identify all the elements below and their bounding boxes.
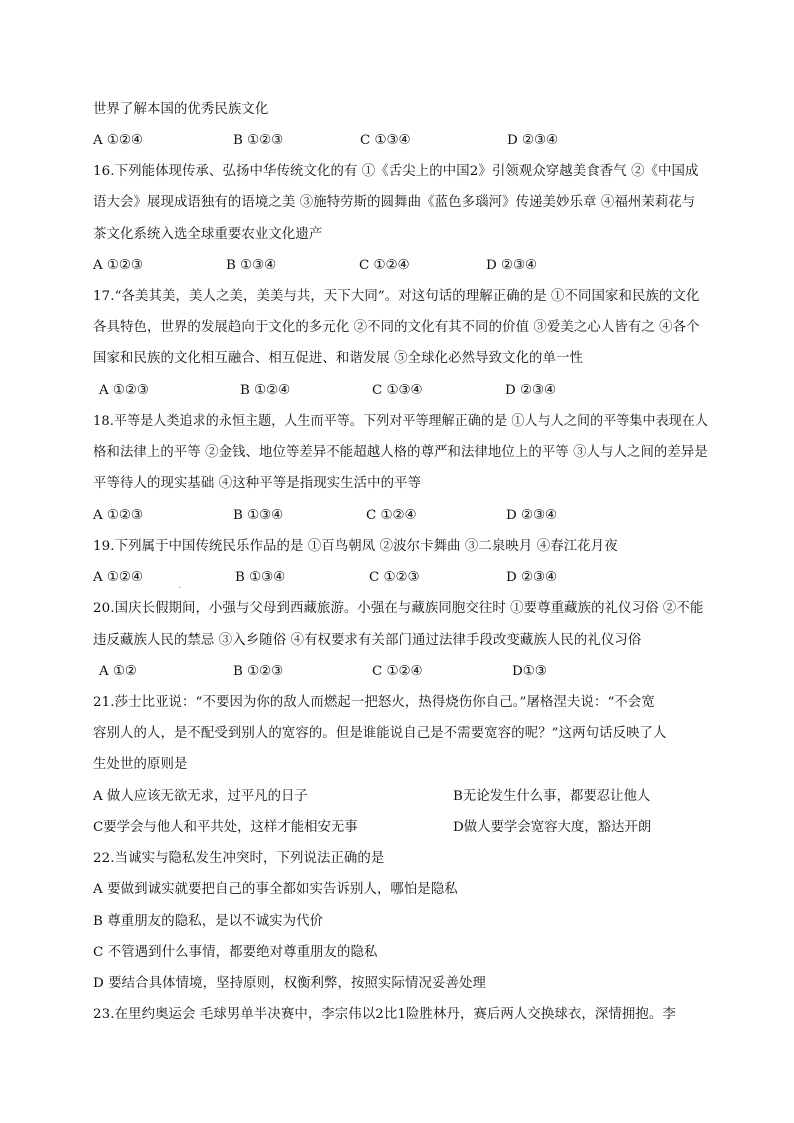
option-d: D ②③④ xyxy=(486,258,538,273)
option-a: A ①②④ xyxy=(93,570,143,585)
q19-text: 19.下列属于中国传统民乐作品的是 ①百鸟朝凤 ②波尔卡舞曲 ③二泉映月 ④春江花月夜 xyxy=(93,539,618,554)
option-c: C要学会与他人和平共处，这样才能相安无事 xyxy=(93,820,358,835)
q22-option-a: A 要做到诚实就要把自己的事全都如实告诉别人，哪怕是隐私 xyxy=(93,882,458,897)
q21-options-row2 xyxy=(93,819,713,837)
option-d: D做人要学会宽容大度，豁达开朗 xyxy=(453,820,652,835)
q22-option-d: D 要结合具体情境，坚持原则，权衡利弊，按照实际情况妥善处理 xyxy=(93,976,486,991)
option-a: A ①②④ xyxy=(93,133,143,148)
q15-text-end: 世界了解本国的优秀民族文化 xyxy=(93,102,269,117)
q19-options xyxy=(93,569,713,587)
option-c: C ①③④ xyxy=(360,133,411,148)
q18-options xyxy=(93,507,713,525)
option-b: B ①②④ xyxy=(240,383,291,398)
option-d: D ②③④ xyxy=(505,383,557,398)
q23-text: 23.在里约奥运会 毛球男单半决赛中，李宗伟以2比1险胜林丹，赛后两人交换球衣，深情拥抱。李 xyxy=(93,1007,676,1022)
q17-options xyxy=(99,382,719,400)
option-a: A ①② xyxy=(99,664,137,679)
q20-options xyxy=(99,663,719,681)
option-c: C ①②④ xyxy=(366,508,417,523)
q16-text: 茶文化系统入选全球重要农业文化遗产 xyxy=(93,227,323,242)
q16-text: 语大会》展现成语独有的语境之美 ③施特劳斯的圆舞曲《蓝色多瑙河》传递美妙乐章 ④福州茉莉花与 xyxy=(93,195,696,210)
q16-text: 16.下列能体现传承、弘扬中华传统文化的有 ①《舌尖上的中国2》引领观众穿越美食香气 ②《中国成 xyxy=(93,164,699,179)
q17-text: 17.“各美其美，美人之美，美美与共，天下大同”。对这句话的理解正确的是 ①不同国家和民族的文化 xyxy=(93,289,700,304)
q18-text: 平等待人的现实基础 ④这种平等是指现实生活中的平等 xyxy=(93,476,422,491)
option-b: B ①③④ xyxy=(235,570,286,585)
option-a: A ①②③ xyxy=(99,383,149,398)
option-d: D ②③④ xyxy=(507,133,559,148)
q22-option-c: C 不管遇到什么事情，都要绝对尊重朋友的隐私 xyxy=(93,945,378,960)
stray-mark: . xyxy=(178,580,182,591)
option-b: B ①②③ xyxy=(233,133,284,148)
q15-options xyxy=(93,132,713,150)
option-d: D ②③④ xyxy=(506,570,558,585)
q20-text: 20.国庆长假期间，小强与父母到西藏旅游。小强在与藏族同胞交往时 ①要尊重藏族的礼仪习俗 ②不能 xyxy=(93,601,704,616)
option-b: B ①③④ xyxy=(226,258,277,273)
q21-text: 生处世的原则是 xyxy=(93,757,188,772)
option-b: B无论发生什么事，都要忍让他人 xyxy=(453,789,651,804)
option-c: C ①②④ xyxy=(372,664,423,679)
option-c: C ①③④ xyxy=(372,383,423,398)
option-a: A 做人应该无欲无求，过平凡的日子 xyxy=(93,789,308,804)
q21-text: 容别人的人，是不配受到别人的宽容的。但是谁能说自己是不需要宽容的呢？”这两句话反映了人 xyxy=(93,726,667,741)
q17-text: 各具特色，世界的发展趋向于文化的多元化 ②不同的文化有其不同的价值 ③爱美之心人皆有之 ④各个 xyxy=(93,320,700,335)
q22-option-b: B 尊重朋友的隐私，是以不诚实为代价 xyxy=(93,914,324,929)
option-a: A ①②③ xyxy=(93,508,143,523)
q18-text: 18.平等是人类追求的永恒主题，人生而平等。下列对平等理解正确的是 ①人与人之间的平等集中表现在人 xyxy=(93,414,709,429)
q22-text: 22.当诚实与隐私发生冲突时，下列说法正确的是 xyxy=(93,851,385,866)
q17-text: 国家和民族的文化相互融合、相互促进、和谐发展 ⑤全球化必然导致文化的单一性 xyxy=(93,351,584,366)
option-a: A ①②③ xyxy=(93,258,143,273)
option-d: D①③ xyxy=(512,664,547,679)
option-c: C ①②③ xyxy=(369,570,420,585)
q21-text: 21.莎士比亚说：“不要因为你的敌人而燃起一把怒火，热得烧伤你自己。”屠格涅夫说：“不会宽 xyxy=(93,695,655,710)
q18-text: 格和法律上的平等 ②金钱、地位等差异不能超越人格的尊严和法律地位上的平等 ③人与人之间的差异是 xyxy=(93,445,708,460)
option-b: B ①③④ xyxy=(233,508,284,523)
q16-options xyxy=(93,257,713,275)
option-c: C ①②④ xyxy=(359,258,410,273)
option-d: D ②③④ xyxy=(506,508,558,523)
q20-text: 违反藏族人民的禁忌 ③入乡随俗 ④有权要求有关部门通过法律手段改变藏族人民的礼仪习俗 xyxy=(93,633,642,648)
q21-options-row1 xyxy=(93,788,713,806)
option-b: B ①②③ xyxy=(233,664,284,679)
